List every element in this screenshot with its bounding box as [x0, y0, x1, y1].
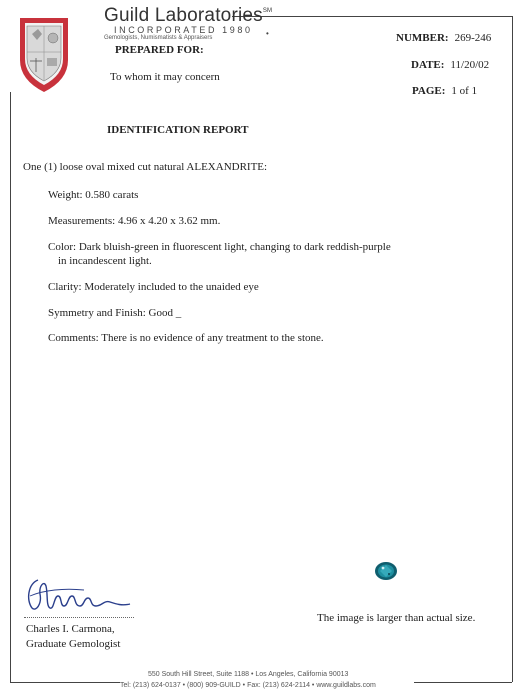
image-caption: The image is larger than actual size.	[317, 612, 476, 624]
weight-line: Weight: 0.580 carats	[48, 189, 139, 201]
number-value: 269-246	[454, 32, 492, 44]
signer-name: Charles I. Carmona,	[26, 623, 115, 635]
measurements-line: Measurements: 4.96 x 4.20 x 3.62 mm.	[48, 215, 221, 227]
frame-left-line	[10, 92, 11, 682]
page-value: 1 of 1	[451, 85, 478, 97]
company-name: Guild Laboratories℠	[104, 5, 273, 26]
signer-title: Graduate Gemologist	[26, 638, 121, 650]
comments-line: Comments: There is no evidence of any treatment to the stone.	[48, 332, 324, 344]
date-value: 11/20/02	[450, 59, 490, 71]
footer-contact: Tel: (213) 624-0137 • (800) 909-GUILD • Fax: (213) 624-2114 • www.guildlabs.com	[120, 682, 376, 689]
date-label: DATE:	[411, 59, 445, 71]
recipient-text: To whom it may concern	[110, 71, 220, 83]
frame-bottom-line-left	[10, 682, 120, 683]
prepared-for-label: PREPARED FOR:	[115, 44, 204, 56]
stone-description: One (1) loose oval mixed cut natural ALEXANDRITE:	[23, 161, 268, 173]
symmetry-line: Symmetry and Finish: Good _	[48, 307, 182, 319]
company-tagline: Gemologists, Numismatists & Appraisers	[104, 35, 213, 41]
signature-line	[24, 617, 134, 618]
report-page-row	[412, 85, 477, 97]
color-line-2: in incandescent light.	[58, 255, 152, 267]
frame-top-line	[232, 16, 512, 17]
frame-bottom-line-right	[414, 682, 512, 683]
gemstone-image	[374, 561, 398, 581]
clarity-line: Clarity: Moderately included to the unaided eye	[48, 281, 259, 293]
number-label: NUMBER:	[396, 32, 449, 44]
report-title: IDENTIFICATION REPORT	[107, 124, 249, 136]
handwritten-signature	[24, 576, 132, 614]
header-dot: •	[266, 29, 269, 38]
service-mark: SM	[262, 8, 273, 14]
page-label: PAGE:	[412, 85, 446, 97]
color-line-1: Color: Dark bluish-green in fluorescent light, changing to dark reddish-purple	[48, 241, 391, 253]
footer-address: 550 South Hill Street, Suite 1188 • Los Angeles, California 90013	[148, 671, 349, 678]
incorporated-line: INCORPORATED 1980	[114, 25, 253, 35]
report-number-row	[396, 32, 491, 44]
frame-right-line	[512, 16, 513, 682]
report-date-row	[411, 59, 489, 71]
company-crest-logo	[16, 14, 72, 94]
